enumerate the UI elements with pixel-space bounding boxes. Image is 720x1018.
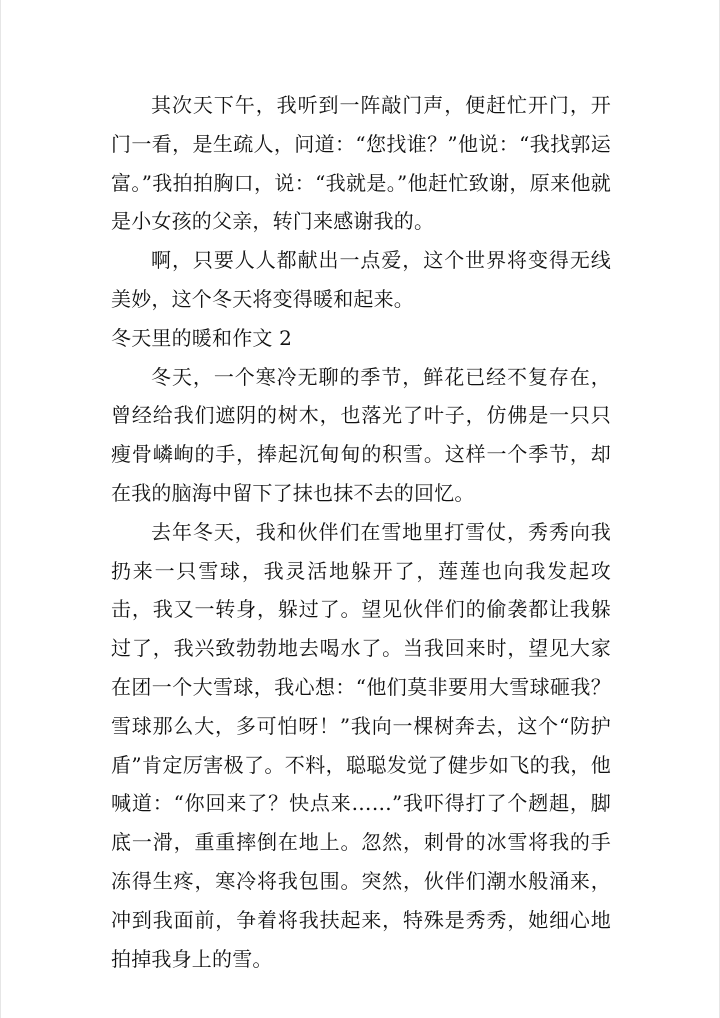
paragraph-visitor: 其次天下午，我听到一阵敲门声，便赶忙开门，开门一看，是生疏人，问道：“您找谁？”他说：“我找郭运富。”我拍拍胸口，说：“我就是。”他赶忙致谢，原来他就是小女孩的父亲，转门来感谢我的。: [111, 93, 611, 234]
paragraph-winter: 冬天，一个寒冷无聊的季节，鲜花已经不复存在，曾经给我们遮阴的树木，也落光了叶子，仿佛是一只只瘦骨嶙峋的手，捧起沉甸甸的积雪。这样一个季节，却在我的脑海中留下了抹也抹不去的回忆。: [111, 364, 611, 505]
section-title: 冬天里的暖和作文 2: [111, 325, 293, 350]
document-body: [111, 86, 611, 978]
paragraph-love: 啊，只要人人都献出一点爱，这个世界将变得无线美妙，这个冬天将变得暖和起来。: [111, 248, 611, 311]
paragraph-snowball: 去年冬天，我和伙伴们在雪地里打雪仗，秀秀向我扔来一只雪球，我灵活地躲开了，莲莲也向我发起攻击，我又一转身，躲过了。望见伙伴们的偷袭都让我躲过了，我兴致勃勃地去喝水了。当我回来时，望见大家在团一个大雪球，我心想：“他们莫非要用大雪球砸我？雪球那么大，多可怕呀！”我向一棵树奔去，这个“防护盾”肯定厉害极了。不料，聪聪发觉了健步如飞的我，他喊道：“你回来了？快点来……”我吓得打了个趔趄，脚底一滑，重重摔倒在地上。忽然，刺骨的冰雪将我的手冻得生疼，寒冷将我包围。突然，伙伴们潮水般涌来，冲到我面前，争着将我扶起来，特殊是秀秀，她细心地拍掉我身上的雪。: [111, 519, 611, 971]
